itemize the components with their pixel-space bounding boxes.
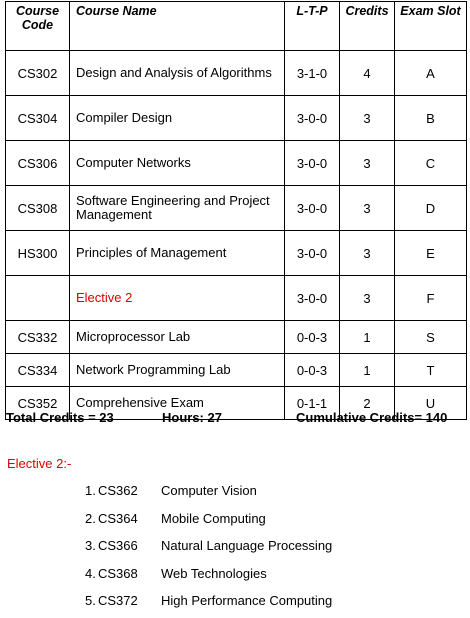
course-exam-slot: C	[395, 141, 467, 186]
course-ltp: 0-1-1	[285, 387, 340, 420]
table-row	[6, 321, 467, 354]
list-item-title: High Performance Computing	[161, 593, 333, 608]
course-code	[6, 276, 70, 321]
course-code: CS304	[6, 96, 70, 141]
course-ltp: 0-0-3	[285, 321, 340, 354]
course-name: Software Engineering and Project Management	[70, 186, 285, 231]
course-ltp: 3-0-0	[285, 186, 340, 231]
table-row	[6, 231, 467, 276]
list-item-number: 3.	[85, 538, 96, 553]
table-row	[6, 276, 467, 321]
course-credits: 2	[340, 387, 395, 420]
course-exam-slot: D	[395, 186, 467, 231]
course-exam-slot: U	[395, 387, 467, 420]
course-name-elective: Elective 2	[70, 276, 285, 321]
list-item-number: 2.	[85, 510, 96, 526]
course-code: CS302	[6, 51, 70, 96]
total-hours: Hours: 27	[162, 410, 222, 425]
course-name: Microprocessor Lab	[70, 321, 285, 354]
course-ltp: 3-0-0	[285, 276, 340, 321]
course-credits: 4	[340, 51, 395, 96]
course-name: Design and Analysis of Algorithms	[70, 51, 285, 96]
header-course-code-line1: Course	[15, 4, 60, 18]
elective-heading: Elective 2:-	[7, 456, 72, 471]
list-item-code: CS364	[98, 510, 138, 526]
course-code: CS334	[6, 354, 70, 387]
course-exam-slot: B	[395, 96, 467, 141]
course-code: CS352	[6, 387, 70, 420]
list-item-number: 1.	[85, 483, 96, 498]
list-item-number: 4.	[85, 565, 96, 581]
list-item-title: Natural Language Processing	[161, 538, 333, 553]
course-credits: 1	[340, 321, 395, 354]
header-exam-slot: Exam Slot	[395, 2, 467, 51]
course-exam-slot: F	[395, 276, 467, 321]
course-credits: 3	[340, 96, 395, 141]
table-row	[6, 51, 467, 96]
credits-summary	[5, 410, 466, 426]
course-credits: 3	[340, 276, 395, 321]
cumulative-credits: Cumulative Credits= 140	[296, 410, 448, 425]
course-credits: 3	[340, 231, 395, 276]
total-credits: Total Credits = 23	[6, 410, 114, 425]
course-credits: 1	[340, 354, 395, 387]
table-header-row	[6, 2, 467, 51]
list-item	[0, 480, 420, 508]
list-item	[0, 508, 420, 536]
course-credits: 3	[340, 141, 395, 186]
course-ltp: 3-0-0	[285, 231, 340, 276]
list-item	[0, 535, 420, 563]
course-exam-slot: E	[395, 231, 467, 276]
course-name: Compiler Design	[70, 96, 285, 141]
list-item-code: CS366	[98, 538, 138, 553]
table-row	[6, 96, 467, 141]
table-row	[6, 141, 467, 186]
header-course-code-line2: Code	[21, 18, 54, 32]
course-ltp: 3-0-0	[285, 141, 340, 186]
course-name: Principles of Management	[70, 231, 285, 276]
course-credits: 3	[340, 186, 395, 231]
course-name: Network Programming Lab	[70, 354, 285, 387]
course-table	[5, 1, 467, 420]
table-row	[6, 186, 467, 231]
list-item-code: CS372	[98, 593, 138, 608]
course-code: CS308	[6, 186, 70, 231]
course-code: HS300	[6, 231, 70, 276]
course-exam-slot: A	[395, 51, 467, 96]
course-code: CS306	[6, 141, 70, 186]
course-name: Computer Networks	[70, 141, 285, 186]
list-item-title: Web Technologies	[161, 565, 267, 581]
list-item-code: CS362	[98, 483, 138, 498]
course-ltp: 3-1-0	[285, 51, 340, 96]
list-item	[0, 590, 420, 618]
list-item-title: Computer Vision	[161, 483, 257, 498]
table-row	[6, 354, 467, 387]
list-item-title: Mobile Computing	[161, 510, 266, 526]
header-course-name: Course Name	[70, 2, 285, 51]
list-item-number: 5.	[85, 593, 96, 608]
course-name: Comprehensive Exam	[70, 387, 285, 420]
course-exam-slot: S	[395, 321, 467, 354]
course-code: CS332	[6, 321, 70, 354]
elective-list	[0, 480, 420, 618]
course-exam-slot: T	[395, 354, 467, 387]
header-ltp: L-T-P	[285, 2, 340, 51]
list-item	[0, 563, 420, 591]
list-item-code: CS368	[98, 565, 138, 581]
header-credits: Credits	[340, 2, 395, 51]
course-ltp: 0-0-3	[285, 354, 340, 387]
course-ltp: 3-0-0	[285, 96, 340, 141]
header-course-code	[6, 2, 70, 51]
